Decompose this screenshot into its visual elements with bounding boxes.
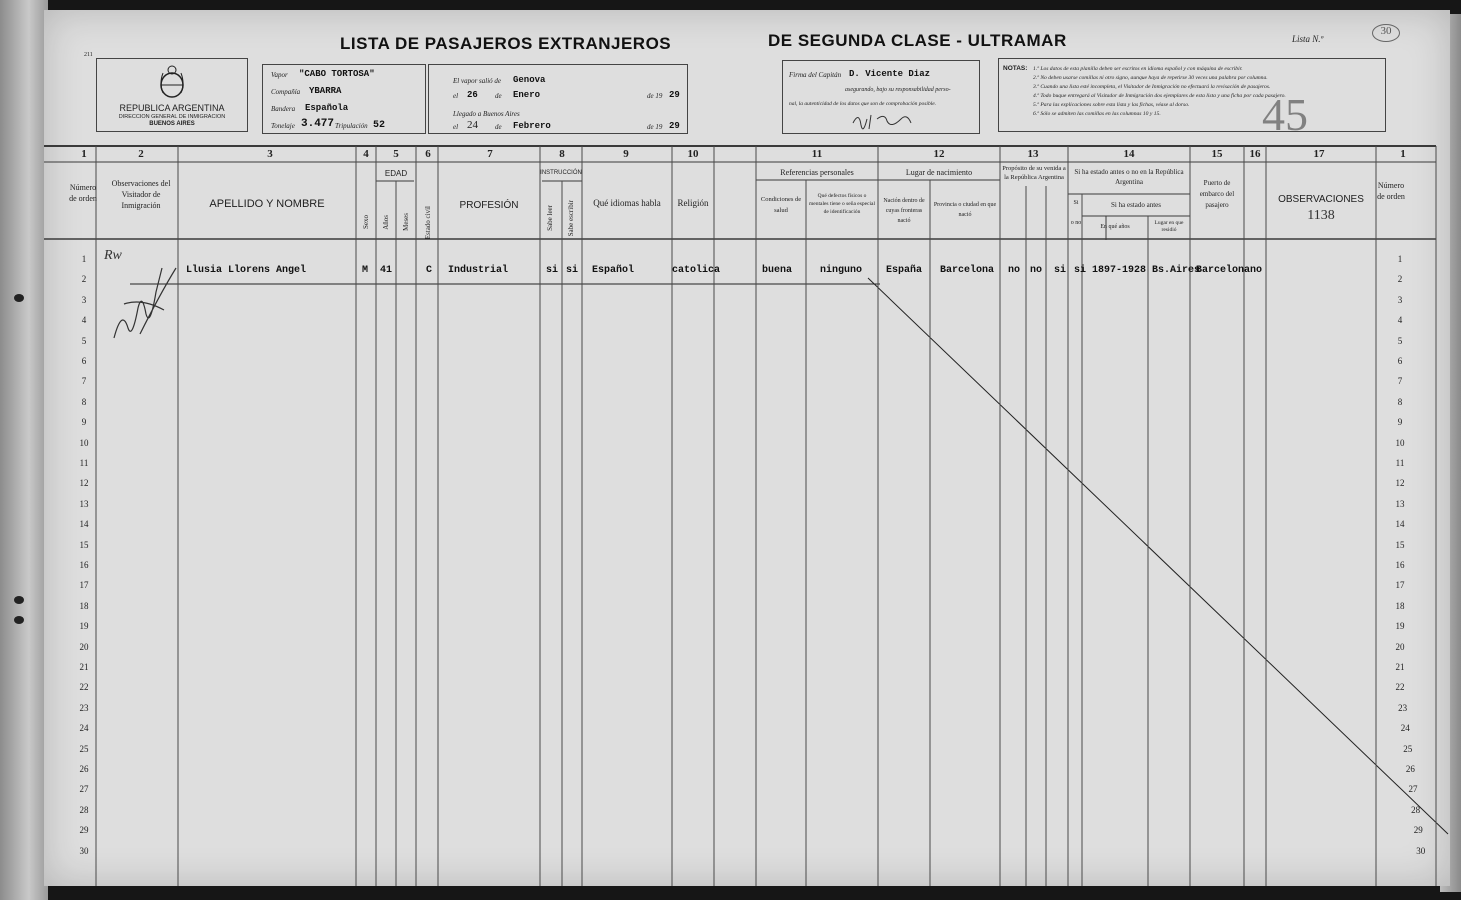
row-number-left: 19 — [79, 621, 89, 632]
header-o-no: o no — [1070, 220, 1082, 226]
note-6: 6.º Sólo se admiten las comillas en las columnas 10 y 15. — [1033, 111, 1161, 117]
row-number-right: 27 — [1408, 784, 1418, 795]
row-number-right: 29 — [1413, 825, 1423, 836]
lista-label: Lista N.º — [1292, 34, 1324, 44]
visitor-signature — [100, 264, 190, 354]
row-number-right: 24 — [1400, 723, 1410, 734]
header-profesion: PROFESIÓN — [459, 200, 519, 211]
col-num: 16 — [1249, 148, 1261, 160]
binding-hole — [14, 616, 24, 624]
row-number-left: 16 — [79, 560, 89, 570]
row-number-right: 13 — [1395, 498, 1405, 509]
row-number-right: 22 — [1395, 682, 1405, 693]
lista-number: 30 — [1372, 24, 1400, 42]
header-salud: Condiciones de salud — [760, 196, 802, 214]
row-number-left: 13 — [79, 498, 89, 509]
row-number-left: 4 — [81, 315, 87, 326]
row-number-right: 25 — [1403, 743, 1413, 754]
passenger-purpose-3: si — [1054, 265, 1067, 276]
row-number-left: 23 — [79, 702, 89, 713]
row-number-left: 20 — [79, 641, 89, 652]
ledger-page — [44, 10, 1450, 886]
header-estado-antes: Si ha estado antes o no en la República Argentina — [1074, 168, 1184, 186]
header-defectos: Qué defectos físicos o mentales tiene o seña especial de identificación — [809, 193, 875, 215]
passenger-col16: no — [1250, 265, 1263, 276]
col-num: 4 — [363, 148, 369, 160]
header-anos: Años — [382, 215, 390, 230]
row-number-left: 30 — [79, 845, 89, 856]
row-number-right: 2 — [1397, 274, 1403, 285]
observaciones-number: 1138 — [1307, 208, 1335, 223]
note-2: 2.º No deben usarse comillas ni otro signo, aunque haya de repetirse 30 veces una palabra por columna. — [1033, 75, 1268, 81]
agency-line1: REPUBLICA ARGENTINA — [119, 103, 225, 113]
bandera-label: Bandera — [271, 105, 296, 113]
row-number-right: 16 — [1395, 560, 1405, 570]
note-5: 5.º Para las explicaciones sobre esta lista y las fichas, véase al dorso. — [1033, 102, 1190, 108]
binding-hole — [14, 294, 24, 302]
arr-el-label: el — [453, 123, 459, 131]
row-number-right: 3 — [1397, 294, 1403, 305]
agency-line2: DIRECCION GENERAL DE INMIGRACION — [118, 114, 226, 120]
passenger-civil: C — [426, 265, 433, 276]
row-number-left: 24 — [79, 723, 89, 734]
row-number-left: 5 — [81, 335, 87, 346]
row-number-right: 11 — [1395, 458, 1405, 468]
row-number-left: 7 — [81, 376, 87, 387]
row-number-left: 27 — [79, 784, 89, 795]
row-number-left: 11 — [79, 458, 89, 468]
passenger-profession: Industrial — [448, 265, 509, 276]
header-observaciones-visitador: Observaciones del Visitador de Inmigración — [111, 179, 171, 210]
row-number-right: 17 — [1395, 580, 1405, 591]
left-page-edge — [0, 0, 48, 900]
header-instruccion: INSTRUCCIÓN — [540, 170, 582, 176]
row-number-right: 19 — [1395, 621, 1405, 632]
row-number-left: 18 — [79, 600, 89, 611]
col-num: 11 — [811, 148, 823, 160]
header-edad: EDAD — [384, 169, 408, 178]
row-number-left: 25 — [79, 743, 89, 754]
passenger-defects: ninguno — [820, 265, 863, 276]
bandera-value: Española — [305, 103, 349, 113]
row-number-right: 30 — [1416, 845, 1426, 856]
row-number-left: 3 — [81, 294, 87, 305]
header-en-que-anos: En qué años — [1100, 224, 1130, 230]
header-sabe-leer: Sabe leer — [546, 205, 554, 231]
stamp-number: 45 — [1262, 89, 1308, 140]
header-sexo: Sexo — [362, 215, 370, 229]
tonelaje-value: 3.477 — [301, 118, 335, 130]
header-puerto-embarco: Puerto de embarco del pasajero — [1199, 179, 1235, 209]
row-number-left: 15 — [79, 539, 89, 550]
tripulacion-value: 52 — [373, 120, 386, 131]
col-num: 10 — [687, 148, 699, 160]
passenger-reads: si — [546, 265, 559, 276]
header-religion: Religión — [677, 198, 709, 208]
row-number-right: 28 — [1411, 804, 1421, 815]
col-num: 17 — [1313, 148, 1325, 160]
passenger-religion: catolica — [672, 265, 721, 276]
dep-de-label: de — [495, 92, 502, 100]
col-num: 13 — [1027, 148, 1039, 160]
captain-label: Firma del Capitán — [789, 71, 842, 79]
arr-de-label: de — [495, 123, 502, 131]
col-num: 5 — [393, 148, 399, 160]
passenger-city: Barcelona — [940, 265, 995, 276]
passenger-resided: Bs.Aires — [1152, 265, 1201, 276]
header-si: Si — [1073, 200, 1079, 206]
passenger-nation: España — [886, 265, 923, 276]
row-number-left: 26 — [79, 764, 89, 774]
notes-label: NOTAS: — [1003, 65, 1028, 72]
agency-line3: BUENOS AIRES — [149, 121, 195, 127]
header-lugar-residio: Lugar en que residió — [1154, 220, 1184, 233]
header-numero-orden-right: Número de orden — [1377, 181, 1405, 201]
header-nacion: Nación dentro de cuyas fronteras nació — [883, 198, 925, 224]
col-num: 1 — [81, 148, 87, 160]
row-number-right: 12 — [1395, 478, 1405, 489]
row-number-left: 1 — [81, 254, 87, 264]
arr-year-label: de 19 — [647, 123, 663, 131]
row-number-right: 5 — [1397, 335, 1403, 346]
dep-year: 29 — [669, 90, 680, 100]
row-number-left: 22 — [79, 682, 89, 693]
departed-port: Genova — [513, 75, 546, 85]
row-number-right: 8 — [1397, 396, 1403, 407]
passenger-language: Español — [592, 265, 635, 276]
tripulacion-label: Tripulación — [335, 122, 368, 130]
row-number-left: 2 — [81, 274, 87, 285]
row-number-right: 1 — [1397, 254, 1403, 264]
col-num: 2 — [138, 148, 144, 160]
dep-day: 26 — [467, 90, 478, 100]
row-number-left: 9 — [81, 417, 87, 428]
passenger-age: 41 — [380, 265, 393, 276]
departed-label: El vapor salió de — [453, 77, 502, 85]
passenger-purpose-2: no — [1030, 265, 1043, 276]
dep-month: Enero — [513, 90, 541, 100]
passenger-been-before: si — [1074, 265, 1087, 276]
passenger-name: Llusia Llorens Angel — [186, 265, 307, 276]
header-estado-civil: Estado civil — [424, 206, 432, 240]
row-number-right: 15 — [1395, 539, 1405, 550]
header-sabe-escribir: Sabe escribir — [567, 200, 575, 237]
row-number-left: 17 — [79, 580, 89, 591]
arrived-label: Llegado a Buenos Aires — [453, 110, 520, 118]
passenger-purpose-1: no — [1008, 265, 1021, 276]
row-number-right: 20 — [1395, 641, 1405, 652]
header-proposito: Propósito de su venida a la República Argentina — [1002, 165, 1066, 181]
note-1: 1.º Los datos de esta planilla deben ser escritos en idioma español y con máquina de escribir. — [1033, 66, 1243, 72]
header-si-ha-estado: Si ha estado antes — [1111, 201, 1161, 209]
arr-day: 24 — [467, 119, 478, 131]
col-num: 8 — [559, 148, 565, 160]
folio: 211 — [84, 52, 93, 58]
col-num: 15 — [1211, 148, 1223, 160]
row-number-right: 23 — [1398, 702, 1408, 713]
binding-hole — [14, 596, 24, 604]
compania-label: Compañía — [271, 88, 301, 96]
col-num: 12 — [933, 148, 945, 160]
col-num: 7 — [487, 148, 493, 160]
row-number-left: 21 — [79, 662, 89, 672]
compania-value: YBARRA — [309, 86, 342, 96]
vapor-label: Vapor — [271, 71, 288, 79]
row-number-right: 26 — [1405, 764, 1415, 774]
note-4: 4.º Todo buque entregará al Visitador de Inmigración dos ejemplares de esta lista y una ficha por cada pasajero. — [1033, 93, 1286, 99]
ledger-grid — [44, 10, 1450, 886]
row-number-right: 4 — [1397, 315, 1403, 326]
page-title: LISTA DE PASAJEROS EXTRANJEROS — [340, 34, 672, 53]
vapor-value: "CABO TORTOSA" — [299, 69, 375, 79]
header-apellido-nombre: APELLIDO Y NOMBRE — [209, 198, 325, 210]
header-meses: Meses — [402, 213, 410, 231]
row-number-left: 12 — [79, 478, 89, 489]
col-num: 3 — [267, 148, 273, 160]
captain-line3: nal, la autenticidad de los datos que son de comprobación posible. — [789, 101, 937, 107]
arr-month: Febrero — [513, 121, 551, 131]
visitor-mark: Rw — [104, 248, 122, 263]
row-number-right: 6 — [1397, 356, 1403, 366]
page-subtitle: DE SEGUNDA CLASE - ULTRAMAR — [768, 31, 1067, 50]
row-number-left: 6 — [81, 356, 87, 366]
col-num: 6 — [425, 148, 431, 160]
header-provincia: Provincia o ciudad en que nació — [933, 202, 997, 218]
col-num: 9 — [623, 148, 629, 160]
row-number-right: 14 — [1395, 519, 1405, 530]
note-3: 3.º Cuando una lista esté incompleta, el Visitador de Inmigración no efectuará la revisación de pasajeros. — [1033, 84, 1271, 90]
row-number-right: 9 — [1397, 417, 1403, 428]
dep-el-label: el — [453, 92, 459, 100]
dep-year-label: de 19 — [647, 92, 663, 100]
row-number-right: 7 — [1397, 376, 1403, 387]
header-idiomas: Qué idiomas habla — [593, 198, 661, 208]
passenger-writes: si — [566, 265, 579, 276]
passenger-sex: M — [362, 265, 369, 276]
arr-year: 29 — [669, 121, 680, 131]
tonelaje-label: Tonelaje — [271, 122, 295, 130]
passenger-port: Barcelona — [1196, 265, 1251, 276]
row-number-left: 10 — [79, 437, 89, 448]
col-num: 1 — [1400, 148, 1406, 160]
row-number-left: 14 — [79, 519, 89, 530]
header-numero-orden: Número de orden — [69, 183, 97, 203]
col-num: 14 — [1123, 148, 1135, 160]
captain-line2: asegurando, bajo su responsabilidad perso- — [845, 87, 951, 93]
passenger-health: buena — [762, 265, 793, 276]
row-number-right: 18 — [1395, 600, 1405, 611]
row-number-right: 10 — [1395, 437, 1405, 448]
row-number-left: 8 — [81, 396, 87, 407]
captain-name: D. Vicente Diaz — [849, 69, 931, 79]
row-number-right: 21 — [1395, 662, 1405, 672]
row-number-left: 28 — [79, 804, 89, 815]
passenger-years: 1897-1928 — [1092, 265, 1147, 276]
header-observaciones: OBSERVACIONES — [1278, 194, 1364, 205]
row-number-left: 29 — [79, 825, 89, 836]
header-referencias: Referencias personales — [780, 168, 854, 177]
header-lugar-nacimiento: Lugar de nacimiento — [905, 168, 973, 177]
